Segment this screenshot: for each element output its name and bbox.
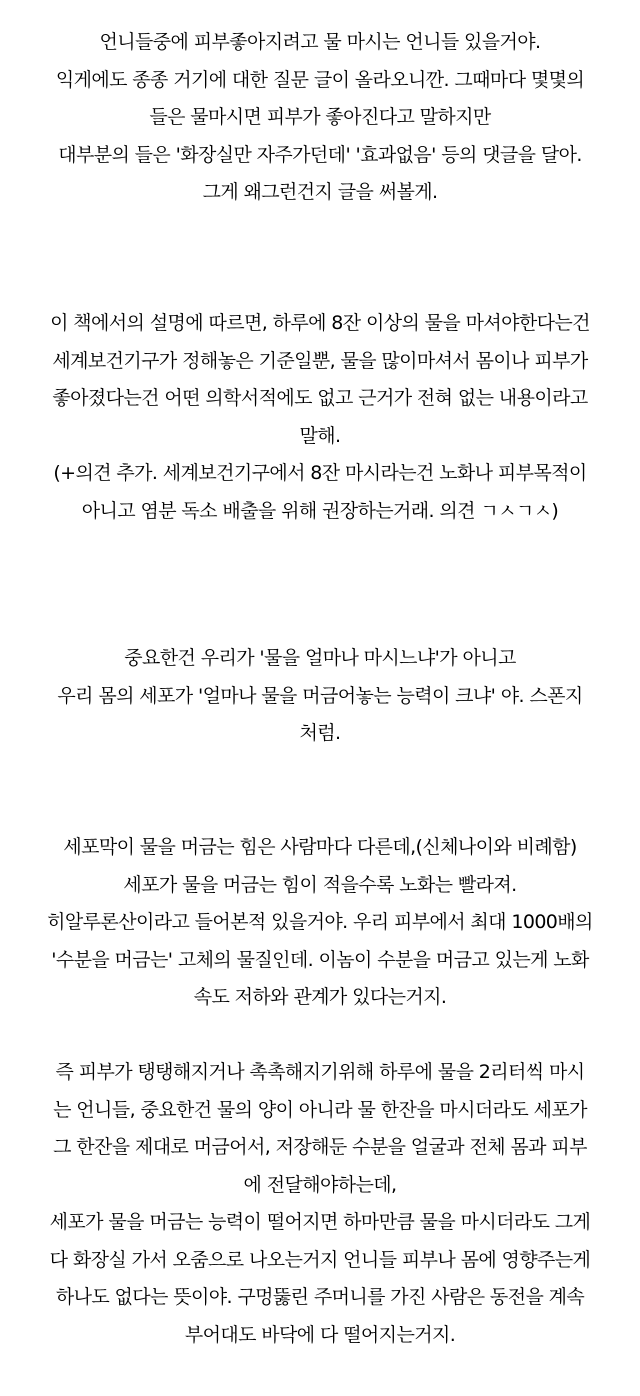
text-line: 하나도 없다는 뜻이야. 구멍뚫린 주머니를 가진 사람은 동전을 계속 [55, 1286, 585, 1308]
text-line: 익게에도 종종 거기에 대한 질문 글이 올라오니깐. 그때마다 몇몇의 [55, 68, 585, 91]
text-line: 좋아졌다는건 어떤 의학서적에도 없고 근거가 전혀 없는 내용이라고 [52, 387, 588, 409]
text-line: 세포가 물을 머금는 능력이 떨어지면 하마만큼 물을 마시더라도 그게 [49, 1211, 591, 1233]
text-line: 속도 저하와 관계가 있다는거지. [193, 986, 447, 1008]
text-line: 아니고 염분 독소 배출을 위해 권장하는거래. 의견 ㄱㅅㄱㅅ) [81, 499, 559, 522]
text-line: 처럼. [299, 722, 341, 744]
text-line: 그게 왜그런건지 글을 써볼게. [202, 181, 438, 203]
text-line: 세포막이 물을 머금는 힘은 사람마다 다른데,(신체나이와 비례함) [63, 836, 577, 858]
paragraph-book-explanation [0, 305, 640, 530]
text-line: 이 책에서의 설명에 따르면, 하루에 8잔 이상의 물을 마셔야한다는건 [50, 312, 590, 334]
text-line: 대부분의 들은 '화장실만 자주가던데' '효과없음' 등의 댓글을 달아. [58, 143, 582, 166]
text-line: 우리 몸의 세포가 '얼마나 물을 머금어놓는 능력이 크냐' 야. 스폰지 [57, 684, 583, 707]
text-line: 즉 피부가 탱탱해지거나 촉촉해지기위해 하루에 물을 2리터씩 마시 [55, 1061, 585, 1083]
text-line: 중요한건 우리가 '물을 얼마나 마시느냐'가 아니고 [124, 647, 516, 669]
text-line: 세계보건기구가 정해놓은 기준일뿐, 물을 많이마셔서 몸이나 피부가 [52, 349, 588, 372]
paragraph-conclusion [0, 1054, 640, 1354]
text-line: 들은 물마시면 피부가 좋아진다고 말하지만 [149, 106, 491, 128]
text-line: '수분을 머금는' 고체의 물질인데. 이놈이 수분을 머금고 있는게 노화 [51, 948, 589, 971]
text-line: 는 언니들, 중요한건 물의 양이 아니라 물 한잔을 마시더라도 세포가 [53, 1098, 587, 1121]
paragraph-intro [0, 24, 640, 212]
paragraph-cell-membrane [0, 829, 640, 1017]
text-line: (+의견 추가. 세계보건기구에서 8잔 마시라는건 노화나 피부목적이 [53, 462, 587, 484]
paragraph-key-point [0, 640, 640, 753]
text-line: 그 한잔을 제대로 머금어서, 저장해둔 수분을 얼굴과 전체 몸과 피부 [53, 1136, 587, 1158]
text-line: 히알루론산이라고 들어본적 있을거야. 우리 피부에서 최대 1000배의 [47, 911, 593, 933]
text-line: 부어대도 바닥에 다 떨어지는거지. [184, 1323, 456, 1346]
text-line: 언니들중에 피부좋아지려고 물 마시는 언니들 있을거야. [99, 31, 541, 53]
text-line: 말해. [299, 424, 341, 447]
text-line: 세포가 물을 머금는 힘이 적을수록 노화는 빨라져. [123, 873, 517, 896]
text-line: 다 화장실 가서 오줌으로 나오는거지 언니들 피부나 몸에 영향주는게 [49, 1248, 591, 1271]
text-line: 에 전달해야하는데, [243, 1173, 397, 1196]
